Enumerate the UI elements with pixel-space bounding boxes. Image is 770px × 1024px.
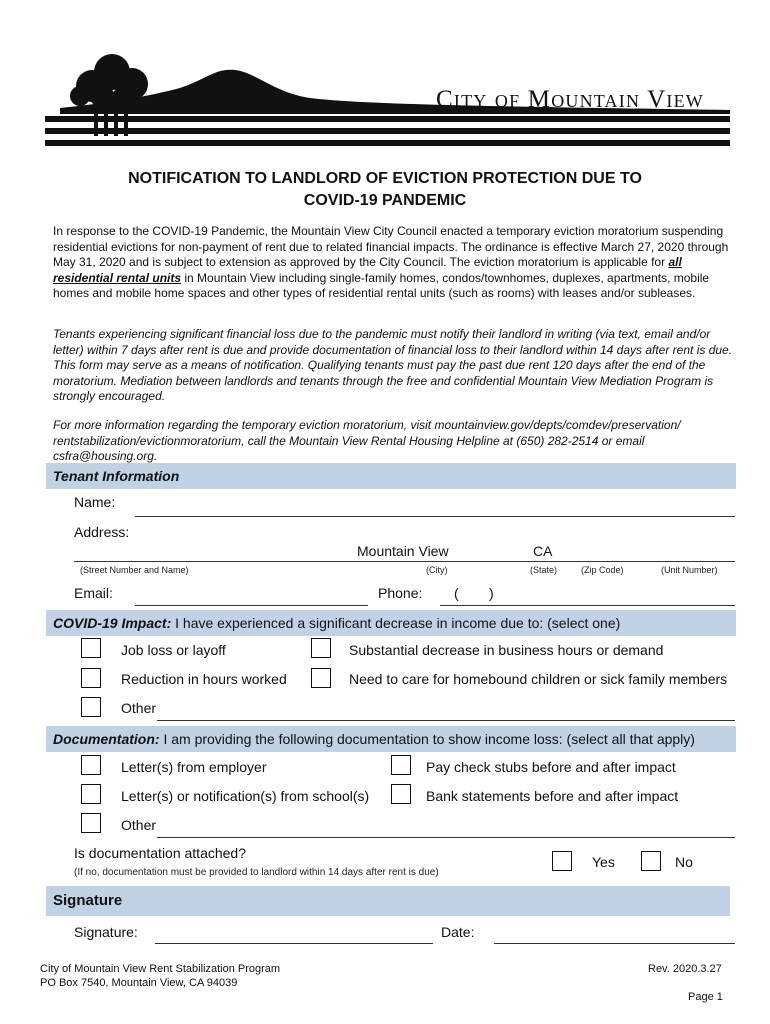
signature-header: Signature [46, 886, 730, 916]
checkbox-other-documentation[interactable] [81, 813, 101, 833]
date-label: Date: [441, 924, 475, 940]
yes-label: Yes [592, 854, 615, 870]
documentation-attached-note: (If no, documentation must be provided to landlord within 14 days after rent is due) [74, 867, 439, 878]
checkbox-employer-letter[interactable] [81, 755, 101, 775]
checkbox-pay-stubs[interactable] [391, 755, 411, 775]
option-school-notification: Letter(s) or notification(s) from school(s) [121, 788, 370, 804]
intro-emphasis: all residential rental units [53, 255, 682, 285]
phone-area-open: ( [454, 585, 459, 601]
checkbox-business-decrease[interactable] [311, 638, 331, 658]
zip-caption: (Zip Code) [581, 565, 624, 575]
city-value[interactable]: Mountain View [357, 543, 449, 559]
tenant-info-heading: Tenant Information [53, 468, 180, 484]
phone-label: Phone: [378, 585, 423, 601]
checkbox-care-for-family[interactable] [311, 668, 331, 688]
more-info-paragraph: For more information regarding the temporary eviction moratorium, visit mountainview.gov/depts/comdev/preservation/ rentstabilization/evictionmoratorium, call the Mountain View Rental Housing Helpline at (650) 282-2514 or email csfra@housing.org. [53, 418, 681, 464]
option-business-decrease: Substantial decrease in business hours or demand [349, 642, 664, 658]
option-bank-statements: Bank statements before and after impact [426, 788, 679, 804]
documentation-instructions: I am providing the following documentation to show income loss: (select all that apply) [159, 731, 695, 747]
tenant-notice-paragraph: Tenants experiencing significant financial loss due to the pandemic must notify their landlord in writing (via text, email and/or letter) within 7 days after rent is due and provide documentation of financial loss to their landlord within 14 days after rent is due. This form may serve as a means of notification. Qualifying tenants must pay the past due rent 120 days after the end of the moratorium. Mediation between landlords and tenants through the free and confidential Mountain View Mediation Program is strongly encouraged. [53, 327, 733, 404]
footer-program: City of Mountain View Rent Stabilization Program [40, 963, 281, 975]
unit-caption: (Unit Number) [661, 565, 718, 575]
option-pay-stubs: Pay check stubs before and after impact [426, 759, 676, 775]
name-field[interactable] [135, 516, 735, 517]
checkbox-reduced-hours[interactable] [81, 668, 101, 688]
option-care-for-family: Need to care for homebound children or sick family members [349, 671, 728, 687]
covid-impact-heading: COVID-19 Impact: [53, 615, 172, 631]
option-reduced-hours: Reduction in hours worked [121, 671, 287, 687]
date-field[interactable] [494, 943, 735, 944]
address-label: Address: [74, 524, 130, 540]
footer-address: PO Box 7540, Mountain View, CA 94039 [40, 977, 238, 989]
intro-text-2: in Mountain View including single-family homes, condos/townhomes, duplexes, apartments, mobile homes and mobile home spaces and other types of residential rental units (such as rooms) with leases and/or subleases. [53, 270, 710, 301]
name-label: Name: [74, 494, 116, 510]
checkbox-school-notification[interactable] [81, 784, 101, 804]
intro-paragraph [53, 224, 733, 302]
checkbox-job-loss[interactable] [81, 638, 101, 658]
city-name: City of Mountain View [436, 86, 704, 113]
email-field[interactable] [135, 605, 368, 606]
signature-field[interactable] [155, 943, 433, 944]
option-employer-letter: Letter(s) from employer [121, 759, 267, 775]
address-field[interactable] [74, 561, 735, 562]
documentation-heading: Documentation: [53, 731, 160, 747]
city-caption: (City) [426, 565, 448, 575]
other-documentation-field[interactable] [157, 837, 735, 838]
option-other-impact: Other [121, 700, 157, 716]
email-label: Email: [74, 585, 113, 601]
no-label: No [675, 854, 693, 870]
phone-field[interactable] [440, 605, 735, 606]
covid-impact-header [46, 610, 736, 636]
option-job-loss: Job loss or layoff [121, 642, 226, 658]
form-title-line1: NOTIFICATION TO LANDLORD OF EVICTION PROTECTION DUE TO [128, 170, 642, 187]
checkbox-bank-statements[interactable] [391, 784, 411, 804]
checkbox-other-impact[interactable] [81, 697, 101, 717]
phone-area-close: ) [489, 585, 494, 601]
state-caption: (State) [530, 565, 558, 575]
form-title-line2: COVID-19 PANDEMIC [303, 192, 467, 209]
tenant-info-header [46, 463, 736, 489]
page-number: Page 1 [688, 991, 723, 1003]
state-value[interactable]: CA [533, 543, 553, 559]
signature-label: Signature: [74, 924, 138, 940]
documentation-attached-question: Is documentation attached? [74, 845, 247, 861]
checkbox-no[interactable] [641, 851, 661, 871]
option-other-documentation: Other [121, 817, 157, 833]
documentation-header [46, 726, 736, 752]
intro-text-1: In response to the COVID-19 Pandemic, the Mountain View City Council enacted a temporary eviction moratorium suspending residential evictions for non-payment of rent due to related financial impacts. The ordinance is effective March 27, 2020 through May 31, 2020 and is subject to extension as approved by the City Council. The eviction moratorium is applicable for [53, 224, 729, 270]
footer-revision: Rev. 2020.3.27 [648, 963, 722, 975]
street-caption: (Street Number and Name) [80, 565, 189, 575]
other-impact-field[interactable] [157, 720, 735, 721]
checkbox-yes[interactable] [552, 851, 572, 871]
covid-impact-instructions: I have experienced a significant decrease in income due to: (select one) [171, 615, 621, 631]
